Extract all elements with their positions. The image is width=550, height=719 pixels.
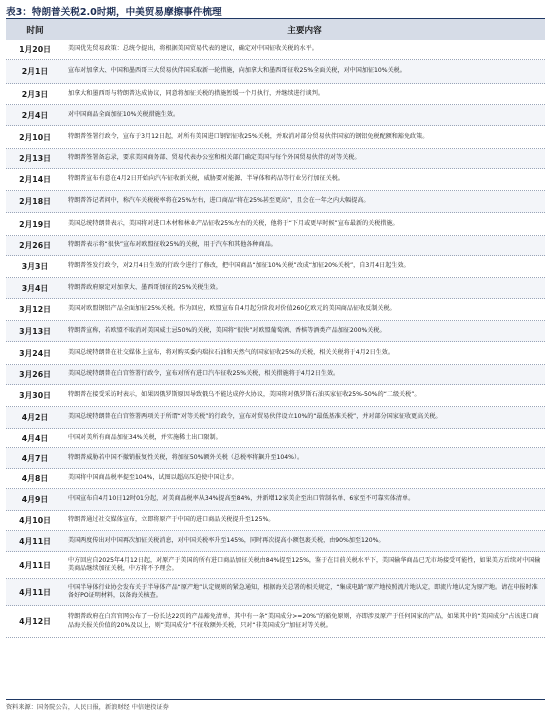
row-content: 特朗普签署备忘录，要求美国商务部、贸易代表办公室和相关部门确定美国与每个外国贸易伙伴的对等关税。	[68, 154, 361, 162]
row-content: 特朗普宣布有意在4月2日开始向汽车征收新关税，威胁要对能源、半导体和药品等行业另行加征关税。	[68, 175, 344, 183]
row-content: 美国优先贸易政策：总统令提出，将根据美国贸易代表的建议，确定对中国征收关税的水平。	[68, 44, 318, 52]
table-row	[6, 256, 545, 278]
row-date: 1月20日	[19, 44, 51, 54]
row-date: 3月30日	[19, 391, 51, 400]
row-date: 2月13日	[19, 154, 51, 163]
row-content: 对中国商品全面加征10%关税措施生效。	[68, 110, 180, 118]
row-content: 美国将中国商品税率提至104%，试图以超高压迫使中国让步。	[68, 474, 238, 482]
row-date: 2月4日	[21, 110, 49, 120]
table-row	[6, 407, 545, 429]
row-content: 美国总统特朗普表示，美国将对进口木材和林业产品征收25%左右的关税，他将于“下月或更早时候”宣布最新的关税措施。	[68, 219, 399, 227]
header-content: 主要内容	[287, 25, 322, 36]
row-content: 特朗普签署行政令，宣布于3月12日起，对所有美国进口钢铝征收25%关税，并取消对部分贸易伙伴国家的钢铝免税配额和豁免政策。	[68, 132, 429, 140]
table-body	[6, 39, 545, 638]
row-date: 3月12日	[19, 305, 51, 314]
row-content: 中方回应自2025年4月12日起，对原产于美国的所有进口商品加征关税由84%提至125%，鉴于在目前关税水平下，美国输华商品已无市场接受可能性，如果美方后续对中国输美商品继续加征关税，中方将不予理会。	[68, 556, 541, 572]
row-date: 2月3日	[21, 89, 49, 99]
table-row	[6, 489, 545, 511]
row-content: 宣布对加拿大、中国和墨西哥三大贸易伙伴国采取新一轮措施，向加拿大和墨西哥征收25%全面关税，对中国加征10%关税。	[68, 67, 406, 75]
table-row	[6, 321, 545, 342]
row-content: 中国半导体行业协会发布关于半导体产品“原产地”认定规则的紧急通知，根据海关总署的相关规定，“集成电路”原产地按照流片地认定，即流片地认定为原产地。请在申报时准备好PO证明材料，以备海关核查。	[68, 583, 538, 599]
table-row	[6, 385, 545, 407]
row-date: 4月11日	[19, 587, 51, 597]
table-row	[6, 191, 545, 213]
row-date: 4月7日	[21, 453, 49, 463]
row-content: 美国总统特朗普在白宫签署行政令，宣布对所有进口汽车征收25%关税，相关措施将于4月2日生效。	[68, 370, 340, 378]
row-date: 2月10日	[19, 132, 51, 142]
table-header	[6, 18, 545, 40]
row-content: 特朗普宣称，若欧盟不取消对美国威士忌50%的关税，美国将“很快”对欧盟葡萄酒、香槟等酒类产品加征200%关税。	[68, 326, 386, 334]
row-content: 特朗普在接受采访时表示，如果因俄罗斯原因导致俄乌不能达成停火协议，美国将对俄罗斯石油买家征收25%-50%的“二级关税”。	[68, 391, 421, 399]
row-date: 2月14日	[19, 175, 51, 184]
row-date: 3月24日	[19, 348, 51, 358]
row-date: 4月9日	[21, 495, 49, 504]
bottom-rule	[6, 699, 545, 700]
row-content: 特朗普通过社交媒体宣布，立即将原产于中国的进口商品关税提升至125%。	[68, 516, 275, 524]
row-date: 4月2日	[21, 413, 49, 422]
table-row	[6, 299, 545, 321]
row-date: 2月19日	[19, 219, 51, 229]
row-content: 美国两度传出对中国再次加征关税消息，对中国关税率升至145%，同时再次提高小额包裹关税，由90%加至120%。	[68, 536, 385, 544]
row-content: 中国对美所有商品加征34%关税，并实施稀土出口限制。	[68, 433, 222, 441]
table-row	[6, 105, 545, 126]
table-row	[6, 429, 545, 448]
row-date: 3月4日	[21, 283, 49, 293]
row-date: 4月8日	[21, 474, 49, 483]
table-row	[6, 606, 545, 638]
table-row	[6, 39, 545, 60]
row-date: 4月11日	[19, 536, 51, 546]
table-row	[6, 469, 545, 489]
row-date: 4月4日	[21, 433, 49, 443]
row-date: 4月12日	[19, 617, 51, 626]
row-content: 美国对欧盟钢铝产品全面加征25%关税。作为回应，欧盟宣布自4月起分阶段对价值260亿欧元的美国商品征收反制关税。	[68, 305, 396, 313]
table-row	[6, 531, 545, 552]
row-content: 美国总统特朗普在社交媒体上宣布，将对购买委内瑞拉石油和天然气的国家征收25%的关税，相关关税将于4月2日生效。	[68, 348, 394, 356]
table-row	[6, 213, 545, 236]
row-content: 特朗普表示将“很快”宣布对欧盟征收25%的关税，用于汽车和其他各种商品。	[68, 241, 277, 249]
row-date: 4月11日	[19, 560, 51, 570]
row-date: 2月1日	[21, 67, 49, 76]
table-row	[6, 278, 545, 299]
row-content: 中国宣布自4月10日12时01分起，对美商品税率从34%提高至84%，并新增12家美企至出口管制名单、6家至不可靠实体清单。	[68, 495, 415, 503]
table-row	[6, 511, 545, 531]
table-title: 表3：特朗普关税2.0时期，中美贸易摩擦事件梳理	[6, 7, 222, 18]
row-content: 加拿大和墨西哥与特朗普达成协议，同意将加征关税的措施暂缓一个月执行，并继续进行谈判。	[68, 89, 324, 97]
table-row	[6, 552, 545, 579]
row-date: 3月26日	[19, 370, 51, 379]
row-date: 2月26日	[19, 241, 51, 250]
row-date: 4月10日	[19, 516, 51, 525]
table-row	[6, 448, 545, 469]
header-date: 时间	[26, 25, 44, 36]
table-row	[6, 365, 545, 385]
table-row	[6, 126, 545, 149]
table-row	[6, 236, 545, 256]
row-content: 特朗普政府在白宫官网公布了一份长达22页的产品豁免清单，其中有一条“美国成分>=20%”的豁免原则，亦即涉及原产于任何国家的产品，如果其中的“美国成分”占该进口商品海关报关价值的20%及以上，则“美国成分”不征收额外关税，只对“非美国成分”加征对等关税。	[68, 613, 539, 629]
row-content: 特朗普威胁若中国不撤销报复性关税，将加征50%额外关税（总税率将飙升至104%）。	[68, 453, 304, 461]
table-row	[6, 169, 545, 191]
table-row	[6, 149, 545, 169]
row-content: 美国总统特朗普在白宫签署两项关于所谓“对等关税”的行政令，宣布对贸易伙伴设立10%的“最低基准关税”，并对部分国家征收更高关税。	[68, 413, 442, 421]
row-date: 3月3日	[21, 262, 49, 271]
table-row	[6, 342, 545, 365]
row-date: 3月13日	[19, 326, 51, 336]
table-row	[6, 60, 545, 84]
table-row	[6, 579, 545, 606]
table-row	[6, 84, 545, 105]
row-content: 特朗普答记者问中，称汽车关税税率将在25%左右，进口商品“将在25%甚至更高”，且会在一年之内大幅提高。	[68, 197, 370, 205]
source-note: 资料来源：国务院公告，人民日报，新浪财经 中信建投证券	[6, 704, 169, 711]
row-date: 2月18日	[19, 197, 51, 206]
row-content: 特朗普政府原定对加拿大、墨西哥加征的25%关税生效。	[68, 283, 222, 291]
row-content: 特朗普签发行政令，对2月4日生效的行政令进行了修改，把中国商品“加征10%关税”改成“加征20%关税”，自3月4日起生效。	[68, 262, 410, 270]
